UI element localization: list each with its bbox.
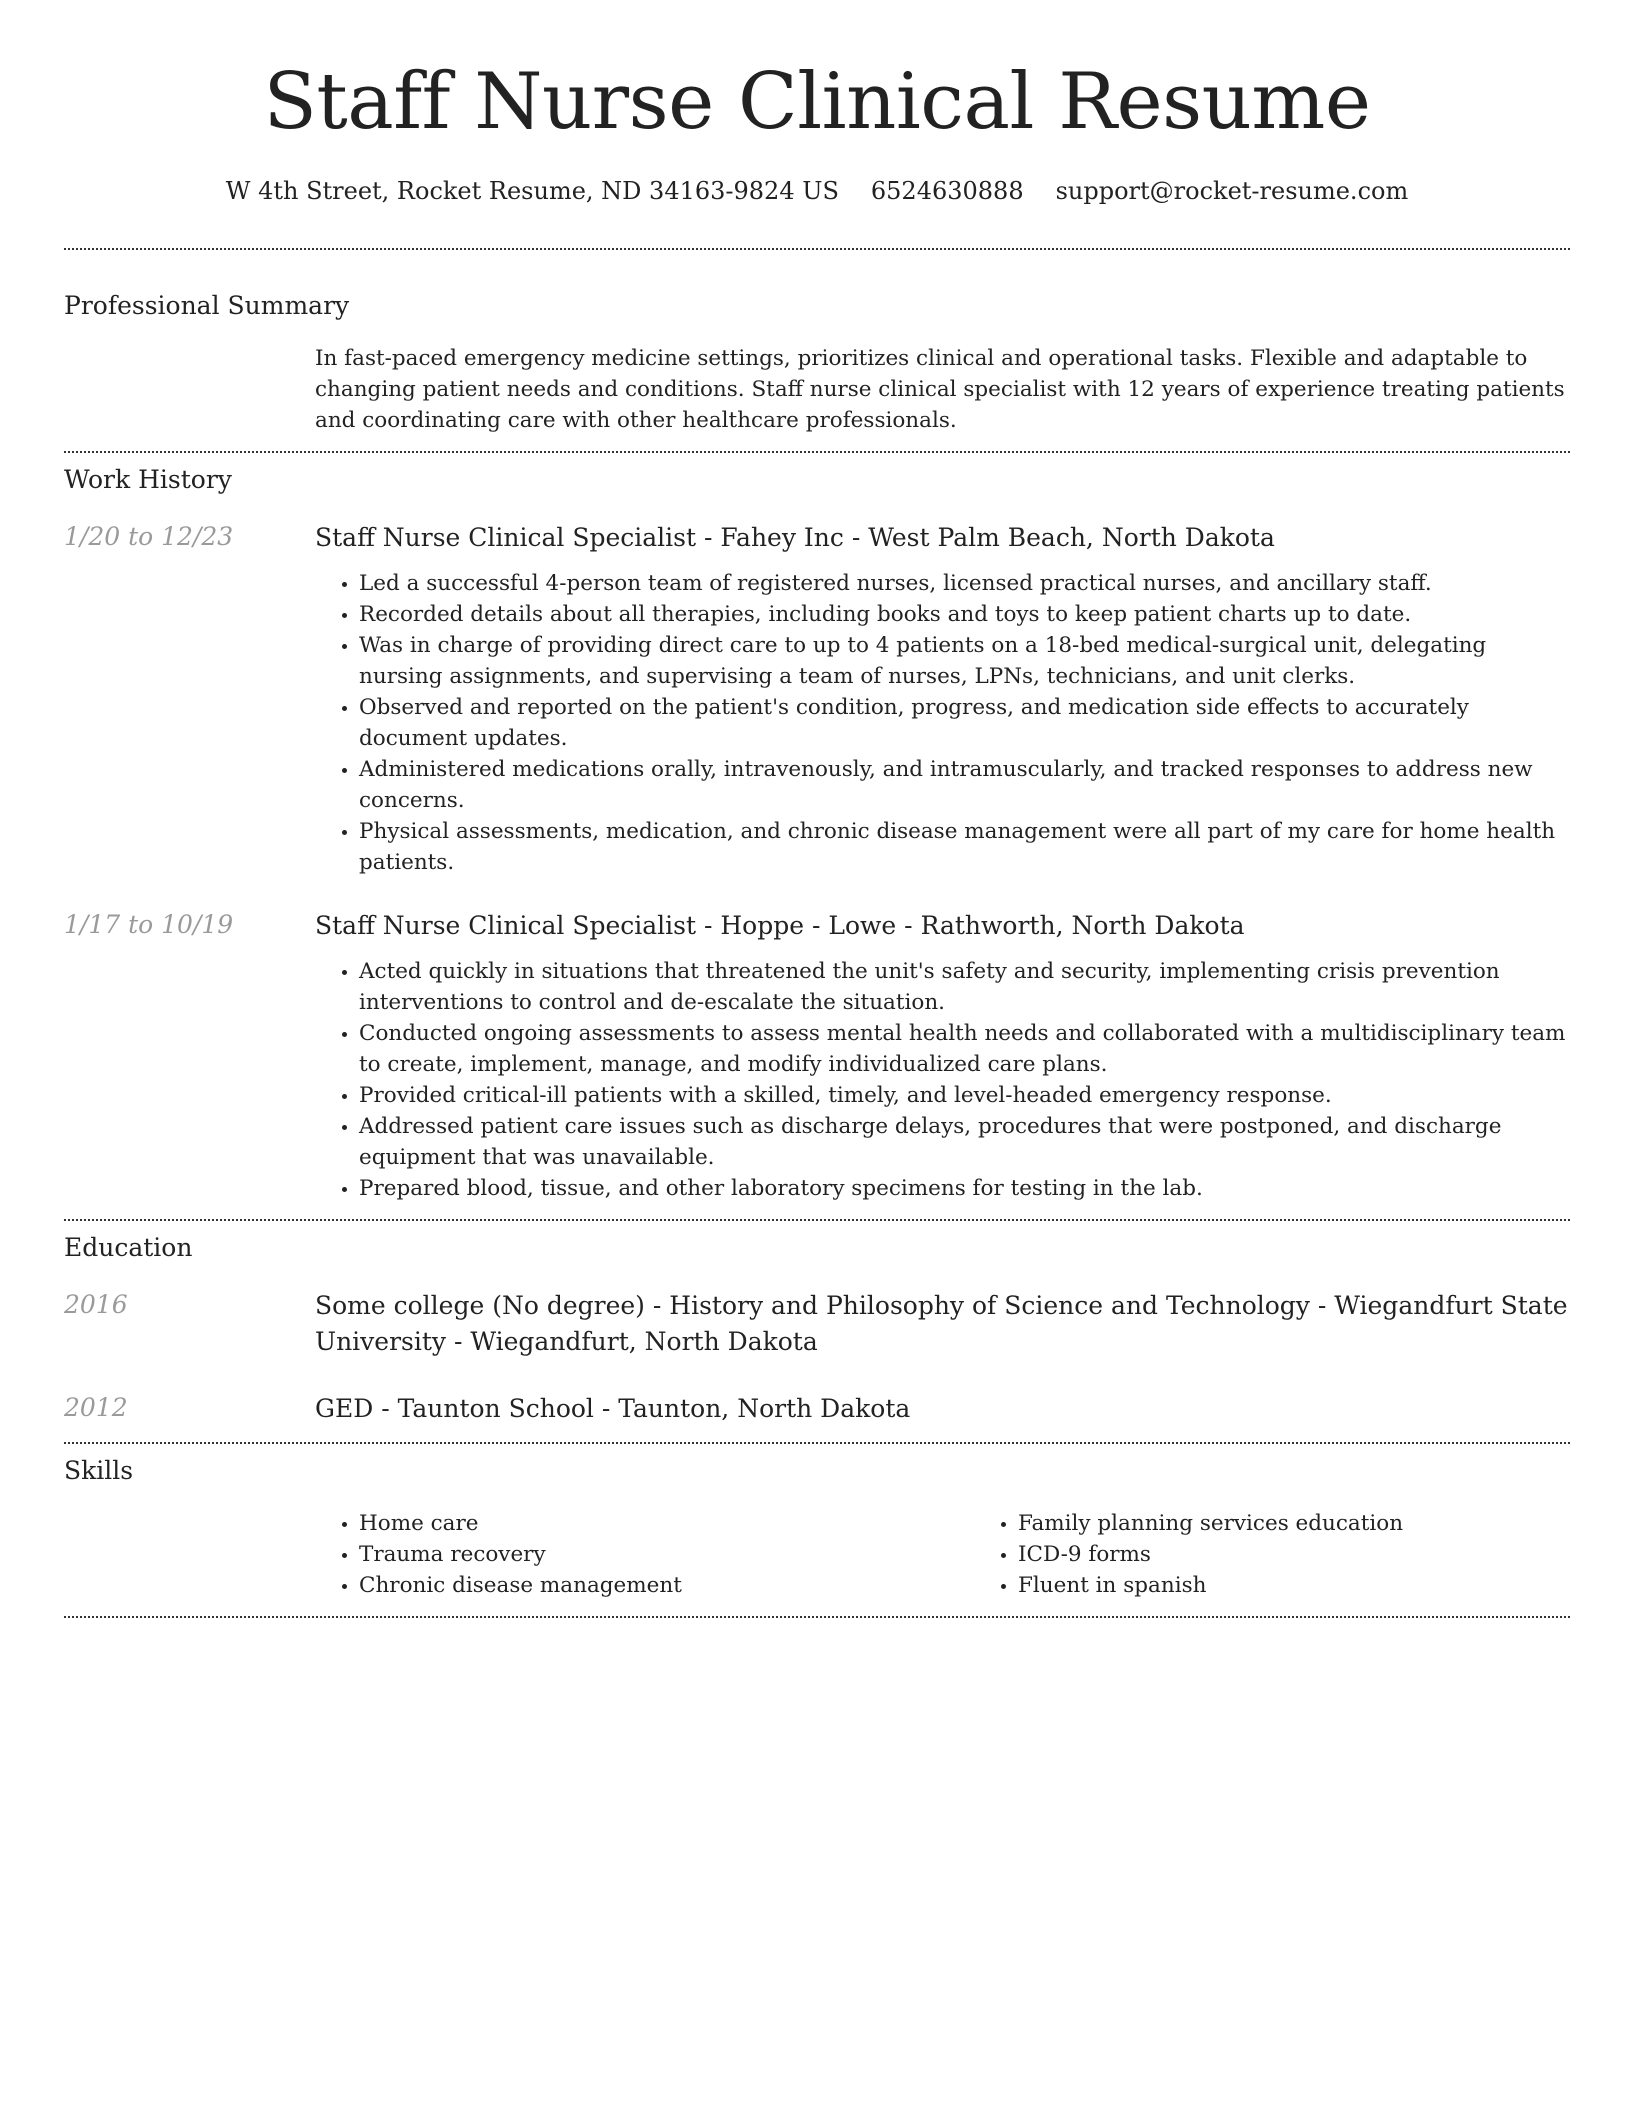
contact-address: W 4th Street, Rocket Resume, ND 34163-9824 US — [225, 177, 839, 205]
skills-section — [64, 1454, 1570, 1601]
job-bullet: • Recorded details about all therapies, including books and toys to keep patient charts up to date. — [359, 599, 1570, 630]
skill-item: • Home care — [359, 1508, 974, 1539]
job-bullets — [315, 568, 1570, 878]
job-entry — [64, 908, 1570, 1204]
job-bullet: • Administered medications orally, intravenously, and intramuscularly, and tracked responses to address new concerns. — [359, 754, 1570, 816]
skill-item: • Chronic disease management — [359, 1570, 974, 1601]
summary-section — [64, 289, 1570, 436]
contact-phone: 6524630888 — [870, 177, 1024, 205]
job-bullet: • Observed and reported on the patient's condition, progress, and medication side effects to accurately document updates. — [359, 692, 1570, 754]
summary-text: In fast-paced emergency medicine settings, prioritizes clinical and operational tasks. Flexible and adaptable to changing patient needs and conditions. Staff nurse clinical specialist with 12 years of experience treating patients and coordinating care with other healthcare professionals. — [315, 346, 1565, 433]
contact-email: support@rocket-resume.com — [1055, 177, 1409, 205]
education-year: 2016 — [64, 1290, 128, 1319]
education-heading: Education — [64, 1233, 193, 1262]
resume-title: Staff Nurse Clinical Resume — [263, 57, 1371, 147]
job-bullet: • Prepared blood, tissue, and other laboratory specimens for testing in the lab. — [359, 1173, 1570, 1204]
skill-item: • Family planning services education — [1018, 1508, 1632, 1539]
education-text: Some college (No degree) - History and Philosophy of Science and Technology - Wiegandfurt State University - Wiegandfurt, North Dakota — [315, 1291, 1568, 1356]
summary-divider — [64, 451, 1570, 453]
job-bullet: • Physical assessments, medication, and chronic disease management were all part of my care for home health patients. — [359, 816, 1570, 878]
job-dates: 1/20 to 12/23 — [64, 522, 234, 551]
job-dates: 1/17 to 10/19 — [64, 910, 234, 939]
header-divider — [64, 248, 1570, 250]
job-bullet: • Was in charge of providing direct care to up to 4 patients on a 18-bed medical-surgical unit, delegating nursing assignments, and supervising a team of nurses, LPNs, technicians, and unit clerks. — [359, 630, 1570, 692]
contact-line — [64, 174, 1570, 208]
work-history-divider — [64, 1219, 1570, 1221]
skills-divider — [64, 1616, 1570, 1618]
job-bullets — [315, 956, 1570, 1204]
education-entry — [64, 1288, 1570, 1360]
resume-page — [64, 0, 1570, 1618]
work-history-heading: Work History — [64, 465, 232, 494]
job-entry — [64, 520, 1570, 878]
education-section — [64, 1231, 1570, 1427]
skills-list-left — [315, 1508, 974, 1601]
education-entry — [64, 1391, 1570, 1427]
job-bullet: • Acted quickly in situations that threatened the unit's safety and security, implementing crisis prevention interventions to control and de-escalate the situation. — [359, 956, 1570, 1018]
education-divider — [64, 1442, 1570, 1444]
job-title: Staff Nurse Clinical Specialist - Fahey Inc - West Palm Beach, North Dakota — [315, 523, 1275, 552]
work-history-section — [64, 463, 1570, 1204]
skill-item: • Fluent in spanish — [1018, 1570, 1632, 1601]
skill-item: • ICD-9 forms — [1018, 1539, 1632, 1570]
job-bullet: • Addressed patient care issues such as discharge delays, procedures that were postponed, and discharge equipment that was unavailable. — [359, 1111, 1570, 1173]
summary-heading: Professional Summary — [64, 291, 350, 320]
skills-heading: Skills — [64, 1456, 134, 1485]
education-year: 2012 — [64, 1393, 128, 1422]
job-bullet: • Conducted ongoing assessments to assess mental health needs and collaborated with a multidisciplinary team to create, implement, manage, and modify individualized care plans. — [359, 1018, 1570, 1080]
skills-list-right — [974, 1508, 1632, 1601]
job-bullet: • Provided critical-ill patients with a skilled, timely, and level-headed emergency response. — [359, 1080, 1570, 1111]
education-text: GED - Taunton School - Taunton, North Dakota — [315, 1394, 911, 1423]
job-bullet: • Led a successful 4-person team of registered nurses, licensed practical nurses, and ancillary staff. — [359, 568, 1570, 599]
job-title: Staff Nurse Clinical Specialist - Hoppe - Lowe - Rathworth, North Dakota — [315, 911, 1245, 940]
skill-item: • Trauma recovery — [359, 1539, 974, 1570]
